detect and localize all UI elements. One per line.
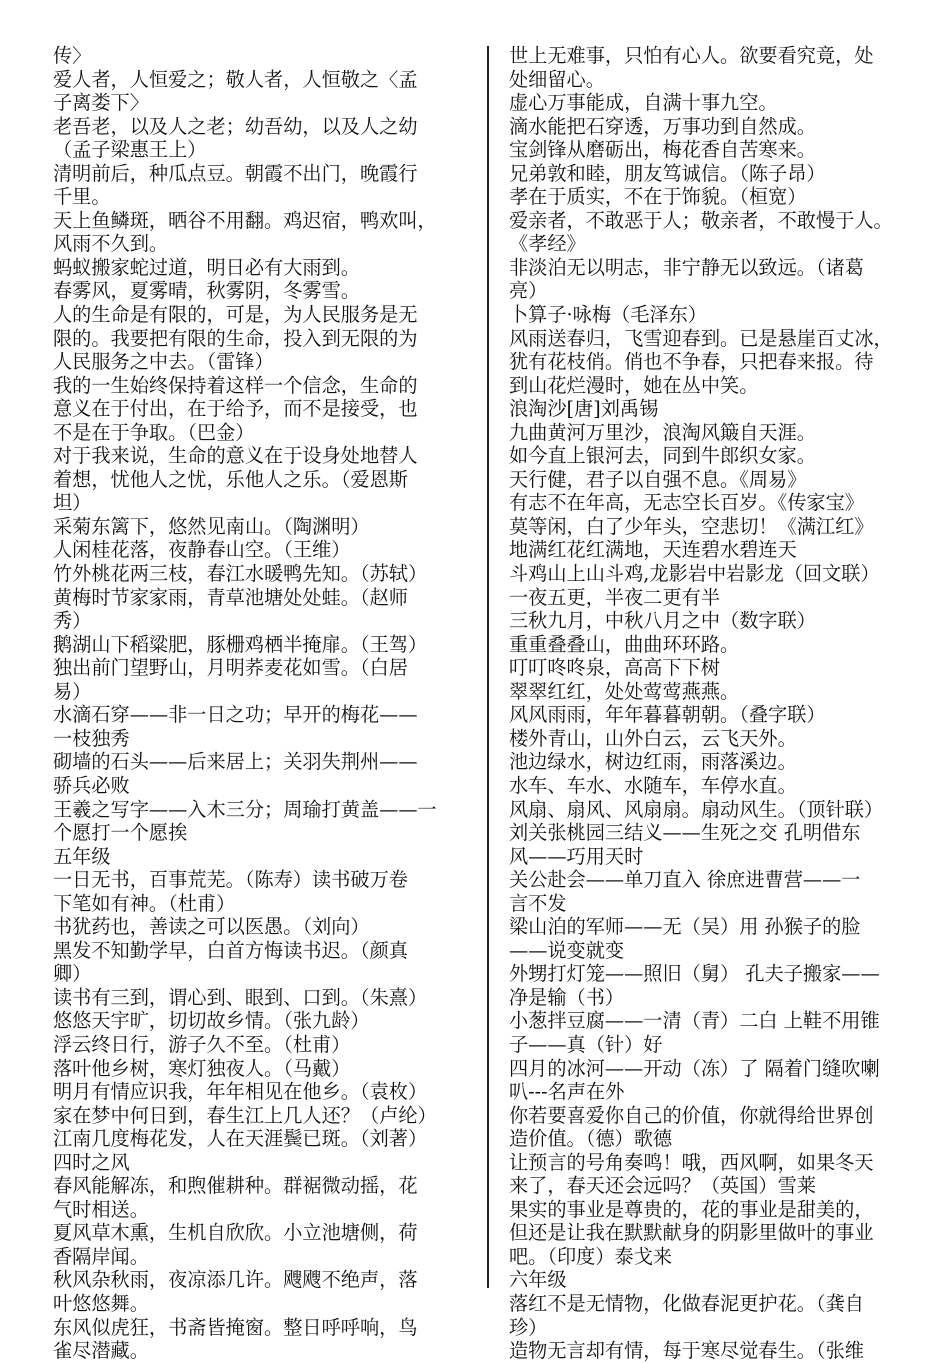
text-line: 浮云终日行，游子久不至。（杜甫） [53,1032,351,1056]
text-line: 落红不是无情物，化做春泥更护花。（龚自 [509,1291,864,1315]
text-line: 子离娄下〉 [53,91,149,115]
text-line: 外甥打灯笼——照旧（舅） 孔夫子搬家—— [509,962,880,986]
text-line: 浪淘沙[唐]刘禹锡 [509,397,659,421]
text-line: 非淡泊无以明志，非宁静无以致远。（诸葛 [509,255,864,279]
text-line: 犹有花枝俏。俏也不争春，只把春来报。待 [509,350,874,374]
text-line: ——说变就变 [509,938,625,962]
text-line: 个愿打一个愿挨 [53,821,188,845]
text-line: 下笔如有神。（杜甫） [53,891,236,915]
text-line: 人闲桂花落，夜静春山空。（王维） [53,538,351,562]
text-line: 蚂蚁搬家蛇过道，明日必有大雨到。 [53,255,360,279]
text-line: 一枝独秀 [53,726,130,750]
text-line: 爱人者，人恒爱之；敬人者，人恒敬之〈孟 [53,67,418,91]
text-line: 让预言的号角奏鸣！哦，西风啊，如果冬天 [509,1150,874,1174]
text-line: 砌墙的石头——后来居上；关羽失荆州—— [53,750,418,774]
text-line: 对于我来说，生命的意义在于设身处地替人 [53,444,418,468]
text-line: 《孝经》 [509,232,586,256]
text-line: 梁山泊的军师——无（吴）用 孙猴子的脸 [509,915,861,939]
text-line: 水滴石穿——非一日之功；早开的梅花—— [53,703,418,727]
text-line: 叭---名声在外 [509,1080,625,1104]
text-line: 重重叠叠山，曲曲环环路。 [509,632,740,656]
text-line: 黑发不知勤学早，白首方悔读书迟。（颜真 [53,938,408,962]
text-line: 明月有情应识我，年年相见在他乡。（袁枚） [53,1080,428,1104]
text-line: （孟子梁惠王上） [53,138,207,162]
text-line: 地满红花红满地，天连碧水碧连天 [509,538,797,562]
text-line: 三秋九月，中秋八月之中（数字联） [509,609,816,633]
text-line: 六年级 [509,1268,567,1292]
text-line: 坦） [53,491,92,515]
text-line: 王羲之写字——入木三分；周瑜打黄盖——一 [53,797,437,821]
text-line: 春风能解冻，和煦催耕种。群裾微动摇，花 [53,1174,418,1198]
text-line: 落叶他乡树，寒灯独夜人。（马戴） [53,1056,351,1080]
text-line: 千里。 [53,185,111,209]
text-line: 子——真（针）好 [509,1032,663,1056]
text-line: 虚心万事能成，自满十事九空。 [509,91,778,115]
text-line: 风雨不久到。 [53,232,169,256]
text-line: 老吾老，以及人之老；幼吾幼，以及人之幼 [53,114,418,138]
text-line: 斗鸡山上山斗鸡,龙影岩中岩影龙（回文联） [509,562,880,586]
text-line: 春雾风，夏雾晴，秋雾阴，冬雾雪。 [53,279,360,303]
text-line: 五年级 [53,844,111,868]
text-line: 秀） [53,609,92,633]
text-line: 到山花烂漫时，她在丛中笑。 [509,373,759,397]
text-line: 我的一生始终保持着这样一个信念，生命的 [53,373,418,397]
text-line: 采菊东篱下，悠然见南山。（陶渊明） [53,514,370,538]
text-line: 造价值。（德）歌德 [509,1127,673,1151]
text-line: 黄梅时节家家雨，青草池塘处处蛙。（赵师 [53,585,408,609]
text-line: 叶悠悠舞。 [53,1291,149,1315]
column-divider [487,46,489,1288]
text-line: 楼外青山，山外白云，云飞天外。 [509,726,797,750]
text-line: 一夜五更，半夜二更有半 [509,585,721,609]
text-line: 意义在于付出，在于给予，而不是接受，也 [53,397,418,421]
text-line: 着想，忧他人之忧，乐他人之乐。（爱恩斯 [53,467,408,491]
text-line: 造物无言却有情，每于寒尽觉春生。（张维 [509,1339,864,1363]
text-line: 家在梦中何日到，春生江上几人还？（卢纶） [53,1103,437,1127]
text-line: 一日无书，百事荒芜。（陈寿）读书破万卷 [53,868,408,892]
text-line: 气时相送。 [53,1197,149,1221]
text-line: 你若要喜爱你自己的价值，你就得给世界创 [509,1103,874,1127]
text-line: 骄兵必败 [53,773,130,797]
text-line: 读书有三到，谓心到、眼到、口到。（朱熹） [53,985,428,1009]
text-line: 夏风草木熏，生机自欣欣。小立池塘侧，荷 [53,1221,418,1245]
text-line: 竹外桃花两三枝，春江水暖鸭先知。（苏轼） [53,562,428,586]
text-line: 翠翠红红，处处莺莺燕燕。 [509,679,740,703]
text-line: 孝在于质实，不在于饰貌。（桓宽） [509,185,807,209]
text-line: 悠悠天宇旷，切切故乡情。（张九龄） [53,1009,370,1033]
text-line: 风雨送春归，飞雪迎春到。已是悬崖百丈冰， [509,326,893,350]
text-line: 人的生命是有限的，可是，为人民服务是无 [53,303,418,327]
text-line: 限的。我要把有限的生命，投入到无限的为 [53,326,418,350]
text-line: 如今直上银河去，同到牛郎织女家。 [509,444,816,468]
text-line: 东风似虎狂，书斋皆掩窗。整日呼呼响，鸟 [53,1315,418,1339]
text-line: 四月的冰河——开动（冻）了 隔着门缝吹喇 [509,1056,880,1080]
text-line: 吧。（印度）泰戈来 [509,1244,673,1268]
text-line: 雀尽潜藏。 [53,1339,149,1363]
right-text-column [509,44,927,1363]
text-line: 珍） [509,1315,548,1339]
text-line: 易） [53,679,92,703]
text-line: 独出前门望野山，月明荞麦花如雪。（白居 [53,656,408,680]
left-text-column [53,44,471,1363]
text-line: 天上鱼鳞斑，晒谷不用翻。鸡迟宿，鸭欢叫， [53,208,437,232]
text-line: 书犹药也，善读之可以医愚。（刘向） [53,915,370,939]
text-line: 人民服务之中去。（雷锋） [53,350,274,374]
text-line: 关公赴会——单刀直入 徐庶进曹营——一 [509,868,861,892]
text-line: 来了，春天还会远吗？（英国）雪莱 [509,1174,816,1198]
text-line: 兄弟敦和睦，朋友笃诚信。（陈子昂） [509,161,826,185]
text-line: 言不发 [509,891,567,915]
text-line: 九曲黄河万里沙，浪淘风簸自天涯。 [509,420,816,444]
text-line: 叮叮咚咚泉，高高下下树 [509,656,721,680]
text-line: 滴水能把石穿透，万事功到自然成。 [509,114,816,138]
text-line: 爱亲者，不敢恶于人；敬亲者，不敢慢于人。 [509,208,893,232]
text-line: 亮） [509,279,548,303]
text-line: 秋风杂秋雨，夜凉添几许。飕飕不绝声，落 [53,1268,418,1292]
text-line: 卿） [53,962,92,986]
text-line: 风扇、扇风、风扇扇。扇动风生。（顶针联） [509,797,884,821]
text-line: 风——巧用天时 [509,844,644,868]
text-line: 鹅湖山下稻粱肥，豚栅鸡栖半掩扉。（王驾） [53,632,428,656]
text-line: 处细留心。 [509,67,605,91]
text-line: 清明前后，种瓜点豆。朝霞不出门，晚霞行 [53,161,418,185]
text-line: 小葱拌豆腐——一清（青）二白 上鞋不用锥 [509,1009,880,1033]
text-line: 卜算子·咏梅（毛泽东） [509,303,707,327]
text-line: 但还是让我在默默献身的阴影里做叶的事业 [509,1221,874,1245]
text-line: 净是输（书） [509,985,625,1009]
text-line: 四时之风 [53,1150,130,1174]
text-line: 水车、车水、水随车，车停水直。 [509,773,797,797]
text-line: 宝剑锋从磨砺出，梅花香自苦寒来。 [509,138,816,162]
text-line: 有志不在年高，无志空长百岁。《传家宝》 [509,491,864,515]
text-line: 天行健，君子以自强不息。《周易》 [509,467,807,491]
text-line: 江南几度梅花发，人在天涯鬓已斑。（刘著） [53,1127,428,1151]
text-line: 风风雨雨，年年暮暮朝朝。（叠字联） [509,703,826,727]
text-line: 果实的事业是尊贵的，花的事业是甜美的， [509,1197,874,1221]
text-line: 池边绿水，树边红雨，雨落溪边。 [509,750,797,774]
text-line: 刘关张桃园三结义——生死之交 孔明借东 [509,821,861,845]
text-line: 传〉 [53,44,92,67]
text-line: 不是在于争取。（巴金） [53,420,255,444]
text-line: 香隔岸闻。 [53,1244,149,1268]
text-line: 莫等闲，白了少年头，空悲切！《满江红》 [509,514,874,538]
text-line: 世上无难事，只怕有心人。欲要看究竟，处 [509,44,874,67]
